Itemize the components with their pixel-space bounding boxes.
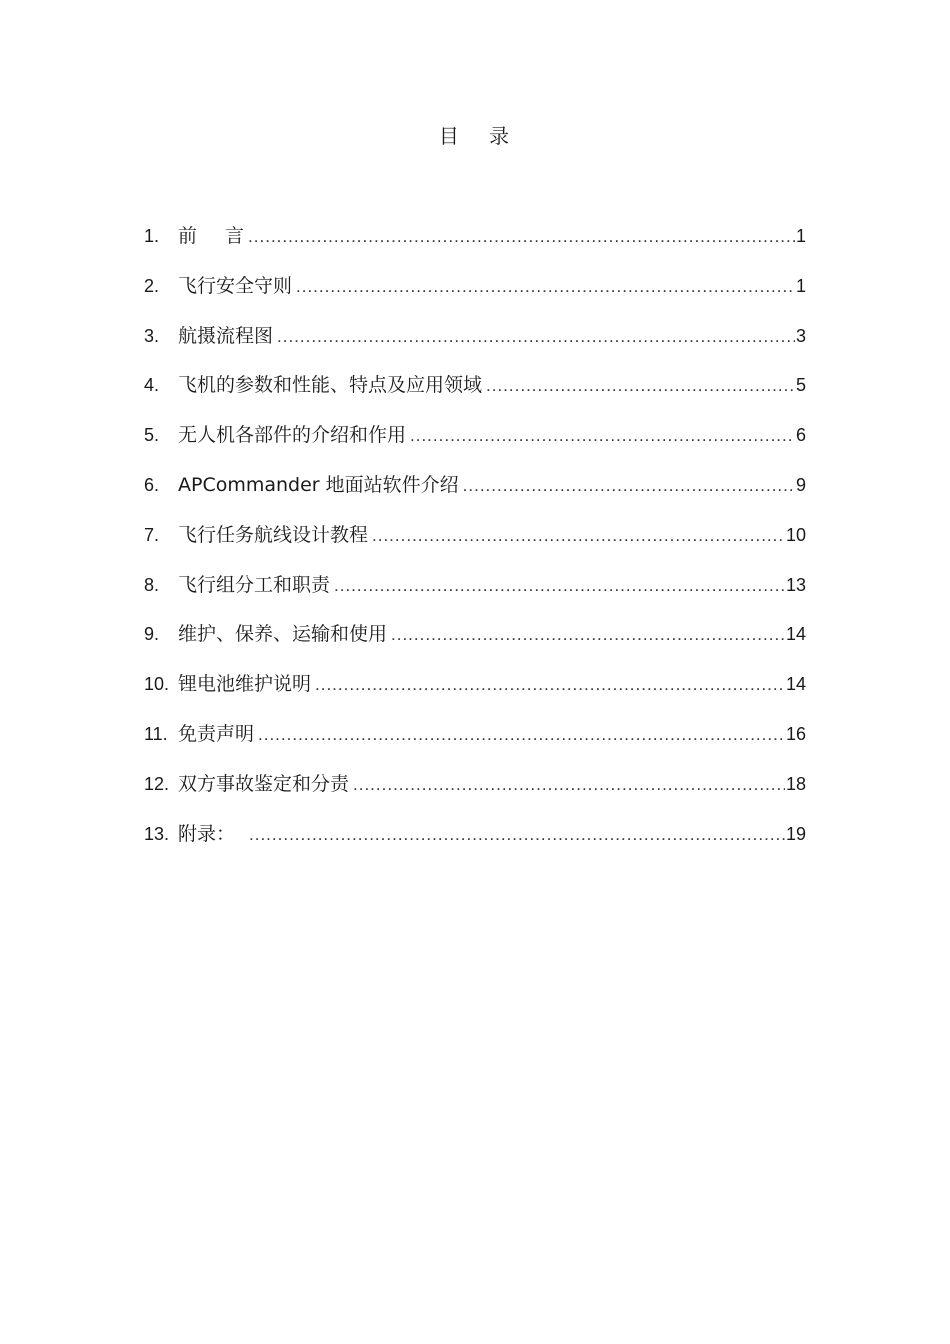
toc-entry-page: 5 [795,375,806,396]
toc-entry-title: 双方事故鉴定和分责 [178,772,350,795]
toc-entry[interactable] [144,521,806,571]
toc-dot-leader [372,522,785,550]
toc-entry-title: 附录： [178,822,236,845]
toc-entry[interactable] [144,421,806,471]
toc-dot-leader [258,721,785,749]
toc-entry-number: 8. [144,574,160,595]
toc-dot-leader [486,372,795,400]
toc-entry-number: 2. [144,275,160,296]
toc-entry-page: 9 [795,474,806,495]
toc-dot-leader [296,273,795,301]
toc-entry-page: 14 [785,674,806,695]
toc-dot-leader [315,671,785,699]
toc-entry[interactable] [144,720,806,770]
toc-entry-title: 航摄流程图 [178,324,274,347]
toc-dot-leader [249,821,785,849]
toc-entry-title: 前 言 [178,225,245,247]
toc-entry-title: 维护、保养、运输和使用 [178,623,388,646]
toc-entry[interactable] [144,571,806,621]
toc-dot-leader [391,621,785,649]
toc-entry-page: 18 [785,773,806,794]
toc-entry-page: 3 [795,325,806,346]
toc-entry-page: 1 [795,226,806,246]
toc-entry[interactable] [144,471,806,521]
toc-entry-number: 9. [144,624,160,645]
toc-dot-leader [277,323,795,351]
toc-entry-number: 4. [144,375,160,396]
toc-dot-leader [463,472,795,500]
toc-entry[interactable] [144,620,806,670]
toc-dot-leader [353,771,785,799]
toc-entry[interactable] [144,670,806,720]
toc-entry-page: 1 [795,275,806,296]
toc-entry[interactable] [144,322,806,372]
toc-entry-number: 6. [144,474,160,495]
toc-entry-title: 飞行安全守则 [178,274,293,297]
toc-entry-page: 19 [785,823,806,844]
toc-entry[interactable] [144,222,806,272]
toc-entry-title: 飞行组分工和职责 [178,573,331,596]
toc-entry-page: 14 [785,624,806,645]
toc-entry-number: 1. [144,226,160,246]
page-title: 目 录 [438,124,512,148]
toc-entry-page: 13 [785,574,806,595]
toc-entry-title: 锂电池维护说明 [178,673,312,696]
toc-entry-number: 3. [144,325,160,346]
toc-entry-title: 飞机的参数和性能、特点及应用领域 [178,374,483,397]
toc-entry-number: 11. [144,723,168,744]
toc-dot-leader [248,223,795,251]
toc-entry[interactable] [144,820,806,870]
toc-entry[interactable] [144,371,806,421]
toc-entry-number: 13. [144,823,170,844]
toc-entry-title: 飞行任务航线设计教程 [178,523,369,546]
toc-dot-leader [334,572,785,600]
toc-entry-page: 6 [795,425,806,446]
toc-entry-page: 10 [785,524,806,545]
toc-entry-number: 5. [144,425,160,446]
toc-entry-page: 16 [785,723,806,744]
toc-entry-title: APCommander 地面站软件介绍 [178,473,459,496]
toc-entry-number: 12. [144,773,170,794]
toc-dot-leader [410,422,795,450]
toc-entry-title: 无人机各部件的介绍和作用 [178,424,407,447]
table-of-contents [144,222,806,869]
toc-entry-number: 7. [144,524,160,545]
toc-entry-title: 免责声明 [178,722,255,745]
toc-entry[interactable] [144,272,806,322]
toc-entry-number: 10. [144,674,170,695]
toc-entry[interactable] [144,770,806,820]
